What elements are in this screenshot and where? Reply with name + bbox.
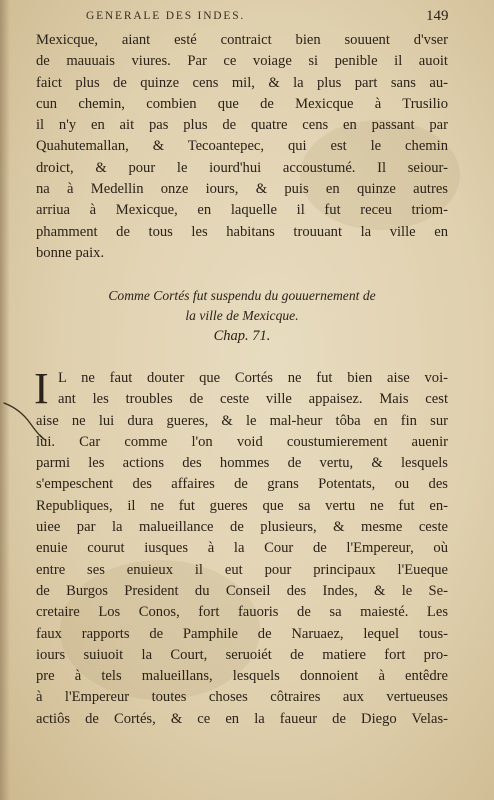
text-line: arriua à Mexicque, en laquelle il fut receu triom- [36, 202, 448, 219]
chapter-heading-line: la ville de Mexicque. [185, 308, 299, 323]
chapter-heading-line: Comme Cortés fut suspendu du gouuernement de [108, 288, 376, 303]
text-line: parmi les actions des hommes de vertu, & lesquels [36, 455, 448, 472]
text-line: s'empeschent des affaires de grans Potentats, ou des [36, 476, 448, 493]
text-line: L ne faut douter que Cortés ne fut bien aise voi- [58, 370, 448, 386]
text-line: de Burgos President du Conseil des Indes, & le Se- [36, 582, 448, 599]
text-line: droict, & pour le iourd'hui accoustumé. Il seiour- [36, 159, 448, 176]
paragraph-2 [34, 364, 448, 730]
text-line: il n'y en ait pas plus de quatre cens en passant par [36, 117, 448, 134]
text-line: aise ne lui dura gueres, & le mal-heur tôba en fin sur [36, 412, 448, 429]
text-line: bonne paix. [36, 244, 105, 261]
text-line: na à Medellin onze iours, & puis en quinze autres [36, 181, 448, 198]
text-line: de mauuais viures. Par ce voiage si penible il auoit [36, 53, 448, 70]
drop-initial: I [34, 364, 49, 413]
running-title: GENERALE DES INDES. [86, 10, 246, 22]
paragraph-1 [36, 30, 448, 264]
text-line: pre à tels malueillans, lesquels donnoient à entêdre [36, 668, 448, 685]
text-line: à l'Empereur toutes choses côtraires aux vertueuses [36, 689, 448, 706]
text-line: iours suiuoit la Court, seruoiét de matiere fort pro- [36, 646, 448, 663]
page-number: 149 [426, 8, 449, 24]
chapter-number: Chap. 71. [213, 328, 271, 344]
text-line: Republiques, il ne fut gueres que sa vertu ne fut en- [36, 497, 448, 514]
running-head [0, 8, 494, 30]
text-line: Mexicque, aiant esté contraict bien souuent d'vser [36, 32, 448, 48]
chapter-heading [36, 286, 448, 326]
text-line: faict plus de quinze cens mil, & la plus part sans au- [36, 74, 448, 91]
text-line: enuie courut iusques à la Cour de l'Empereur, où [36, 540, 448, 557]
text-line: faux rapports de Pamphile de Naruaez, lequel tous- [36, 625, 448, 642]
text-line: ant les troubles de ceste ville appaisez. Mais cest [58, 391, 448, 408]
text-line: actiôs de Cortés, & ce en la faueur de Diego Velas- [36, 710, 448, 727]
text-line: Quahutemallan, & Tecoantepec, qui est le chemin [36, 138, 448, 155]
text-line: uiee par la malueillance de plusieurs, & mesme ceste [36, 519, 448, 536]
text-line: lui. Car comme l'on void coustumierement auenir [36, 433, 448, 450]
text-line: cretaire Los Conos, fort fauoris de sa maiesté. Les [36, 604, 448, 621]
marginal-pen-mark-icon [0, 395, 60, 455]
text-line: entre ses enuieux il eut pour principaux l'Eueque [36, 561, 448, 578]
text-line: cun chemin, combien que de Mexicque à Trusilio [36, 95, 448, 112]
text-line: phamment de tous les habitans trouuant la ville en [36, 223, 448, 240]
